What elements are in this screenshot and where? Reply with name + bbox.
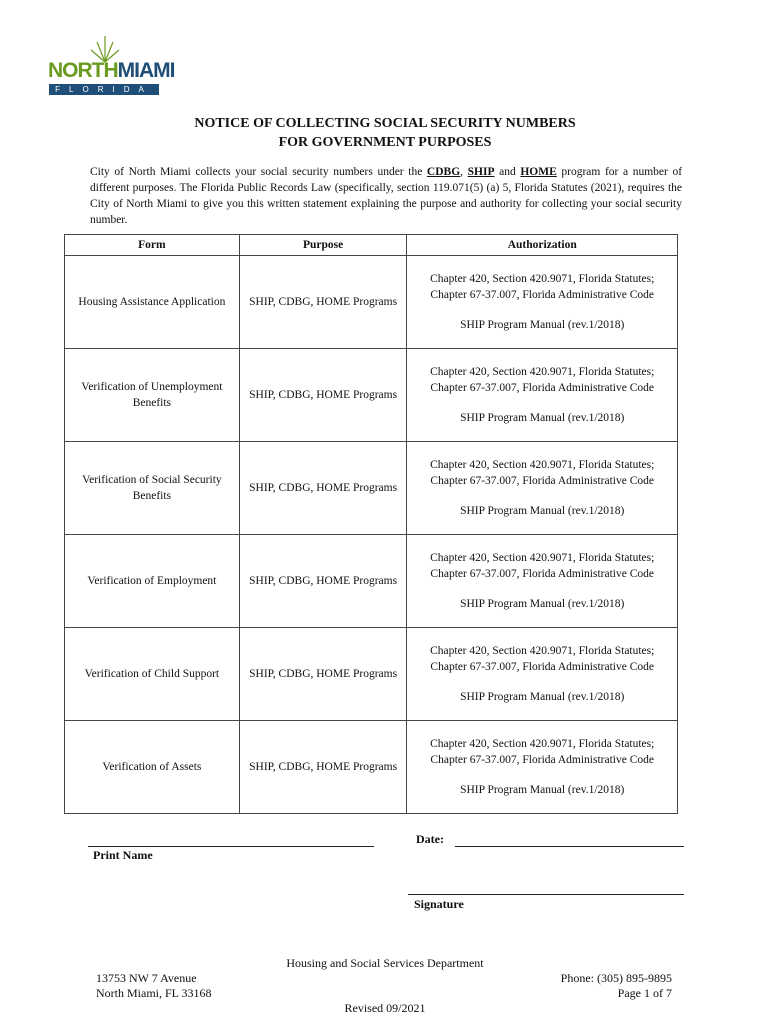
form-cell: Verification of Unemployment Benefits <box>65 349 240 442</box>
intro-cdbg: CDBG <box>426 166 461 178</box>
north-miami-logo <box>48 34 175 98</box>
table-row <box>65 349 678 442</box>
footer-revised: Revised 09/2021 <box>344 1001 426 1015</box>
footer-page-number: Page 1 of 7 <box>617 986 672 1000</box>
purpose-cell: SHIP, CDBG, HOME Programs <box>239 256 407 349</box>
header-form: Form <box>65 235 240 256</box>
authorization-cell <box>407 256 678 349</box>
intro-sep-1: , <box>460 166 468 178</box>
table-header-row <box>65 235 678 256</box>
footer-address-2: North Miami, FL 33168 <box>96 986 212 1000</box>
purpose-cell: SHIP, CDBG, HOME Programs <box>239 628 407 721</box>
manual-text: SHIP Program Manual (rev.1/2018) <box>460 691 625 703</box>
print-name-label: Print Name <box>93 848 153 862</box>
intro-text-1: City of North Miami collects your social security numbers under the <box>90 166 427 178</box>
logo-state-bar: FLORIDA <box>49 84 159 95</box>
authorization-cell <box>407 721 678 814</box>
manual-text: SHIP Program Manual (rev.1/2018) <box>460 784 625 796</box>
intro-ship: SHIP <box>467 166 495 178</box>
date-line[interactable] <box>455 846 684 847</box>
logo-north: NORTH <box>48 59 118 82</box>
form-cell: Verification of Employment <box>65 535 240 628</box>
form-cell: Verification of Social Security Benefits <box>65 442 240 535</box>
authorization-cell <box>407 349 678 442</box>
form-cell: Housing Assistance Application <box>65 256 240 349</box>
authorization-cell <box>407 442 678 535</box>
footer-phone: Phone: (305) 895-9895 <box>560 971 672 985</box>
footer-department: Housing and Social Services Department <box>286 956 484 970</box>
authorization-text: Chapter 420, Section 420.9071, Florida Statutes; Chapter 67-37.007, Florida Administrative Code <box>430 459 655 487</box>
manual-text: SHIP Program Manual (rev.1/2018) <box>460 598 625 610</box>
logo-wordmark <box>48 60 175 82</box>
form-cell: Verification of Child Support <box>65 628 240 721</box>
signature-label: Signature <box>414 897 464 911</box>
form-cell: Verification of Assets <box>65 721 240 814</box>
manual-text: SHIP Program Manual (rev.1/2018) <box>460 319 625 331</box>
manual-text: SHIP Program Manual (rev.1/2018) <box>460 412 625 424</box>
table-row <box>65 628 678 721</box>
ssn-purpose-table <box>64 234 678 814</box>
authorization-cell <box>407 628 678 721</box>
table-row <box>65 535 678 628</box>
intro-text-2: program for a number of different purposes. The Florida Public Records Law (specifically, section 119.071(5) (a) 5, Florida Statutes (2021), requires the City of North Miami to give you this written statement explaining the purpose and authority for collecting your social security number. <box>90 166 683 226</box>
purpose-cell: SHIP, CDBG, HOME Programs <box>239 442 407 535</box>
authorization-text: Chapter 420, Section 420.9071, Florida Statutes; Chapter 67-37.007, Florida Administrative Code <box>430 738 655 766</box>
page-title-line1: NOTICE OF COLLECTING SOCIAL SECURITY NUMBERS <box>194 116 576 131</box>
purpose-cell: SHIP, CDBG, HOME Programs <box>239 721 407 814</box>
authorization-text: Chapter 420, Section 420.9071, Florida Statutes; Chapter 67-37.007, Florida Administrative Code <box>430 552 655 580</box>
manual-text: SHIP Program Manual (rev.1/2018) <box>460 505 625 517</box>
intro-home: HOME <box>520 166 557 178</box>
intro-paragraph <box>90 164 682 228</box>
page-title-line2: FOR GOVERNMENT PURPOSES <box>278 135 492 150</box>
signature-line[interactable] <box>408 894 684 895</box>
authorization-text: Chapter 420, Section 420.9071, Florida Statutes; Chapter 67-37.007, Florida Administrative Code <box>430 273 655 301</box>
authorization-text: Chapter 420, Section 420.9071, Florida Statutes; Chapter 67-37.007, Florida Administrative Code <box>430 366 655 394</box>
authorization-text: Chapter 420, Section 420.9071, Florida Statutes; Chapter 67-37.007, Florida Administrative Code <box>430 645 655 673</box>
authorization-cell <box>407 535 678 628</box>
intro-sep-2: and <box>494 166 521 178</box>
purpose-cell: SHIP, CDBG, HOME Programs <box>239 535 407 628</box>
logo-miami: MIAMI <box>117 59 175 82</box>
header-purpose: Purpose <box>239 235 407 256</box>
table-row <box>65 721 678 814</box>
footer-address-1: 13753 NW 7 Avenue <box>96 971 197 985</box>
purpose-cell: SHIP, CDBG, HOME Programs <box>239 349 407 442</box>
print-name-line[interactable] <box>88 846 374 847</box>
header-authorization: Authorization <box>407 235 678 256</box>
table-row <box>65 442 678 535</box>
date-label: Date: <box>416 832 444 846</box>
table-row <box>65 256 678 349</box>
